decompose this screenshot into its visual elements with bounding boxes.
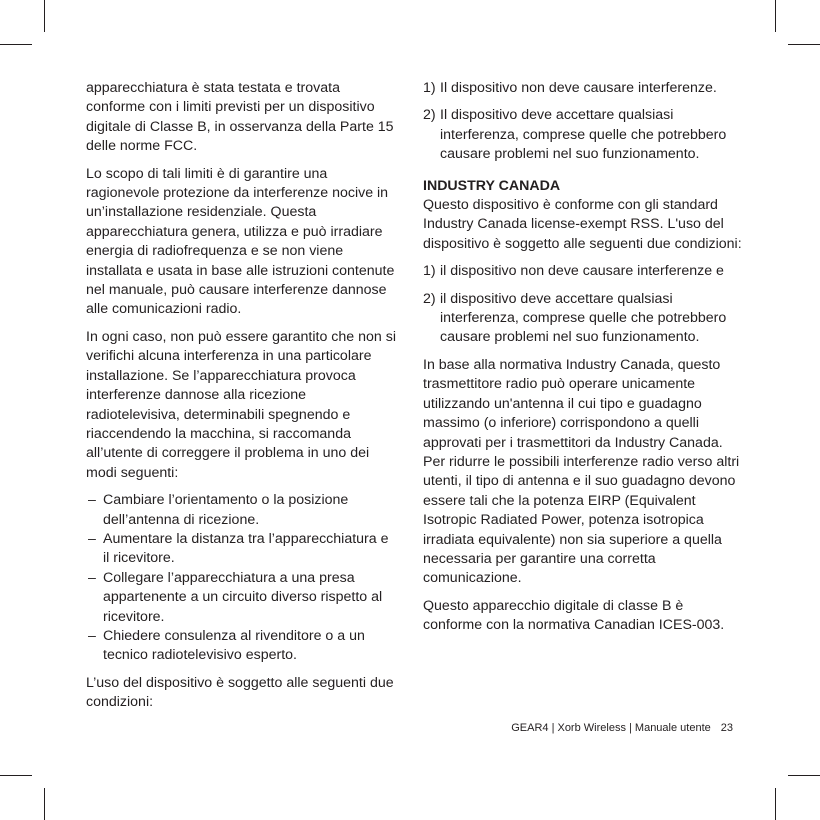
crop-mark [775, 0, 776, 32]
left-column [86, 79, 396, 713]
list-item-text: Il dispositivo non deve causare interferenze. [440, 80, 717, 96]
crop-mark [775, 788, 776, 820]
interference-guarantee-paragraph: In ogni caso, non può essere garantito che non si verifichi alcuna interferenza in una particolare installazione. Se l’apparecchiatura provoca interferenze dannose alla ricezione radiotelevisiva, determinabili spegnendo e riaccendendo la macchina, si raccomanda all’utente di correggere il problema in uno dei modi seguenti: [86, 328, 396, 481]
list-item-text: Il dispositivo deve accettare qualsiasi interferenza, comprese quelle che potrebbero causare problemi nel suo funzionamento. [440, 107, 727, 163]
list-number: 2) [423, 107, 436, 124]
list-item [86, 569, 396, 627]
crop-mark [44, 0, 45, 32]
crop-mark [0, 44, 32, 45]
page-number: 23 [720, 722, 733, 734]
crop-mark [0, 775, 32, 776]
list-item-text: il dispositivo deve accettare qualsiasi interferenza, comprese quelle che potrebbero causare problemi nel suo funzionamento. [440, 290, 727, 346]
list-item [86, 491, 396, 530]
footer-title: GEAR4 | Xorb Wireless | Manuale utente [511, 722, 711, 734]
right-column [423, 79, 743, 636]
page-footer [511, 721, 733, 735]
crop-mark [44, 788, 45, 820]
list-item-text: Aumentare la distanza tra l’apparecchiatura e il ricevitore. [103, 530, 389, 567]
antenna-requirements-paragraph: In base alla normativa Industry Canada, questo trasmettitore radio può operare unicamente utilizzando un'antenna il cui tipo e guadagno massimo (o inferiore) corrispondono a quelli approvati per i trasmettitori da Industry Canada. Per ridurre le possibili interferenze radio verso altri utenti, il tipo di antenna e il suo guadagno devono essere tali che la potenza EIRP (Equivalent Isotropic Radiated Power, potenza isotropica irradiata equivalente) non sia superiore a quella necessaria per garantire una corretta comunicazione. [423, 356, 740, 587]
limits-purpose-paragraph: Lo scopo di tali limiti è di garantire una ragionevole protezione da interferenze nocive in un’installazione residenziale. Questa apparecchiatura genera, utilizza e può irradiare energia di radiofrequenza e se non viene installata e usata in base alle istruzioni contenute nel manuale, può causare interferenze dannose alle comunicazioni radio. [86, 165, 395, 318]
section-heading: INDUSTRY CANADA [423, 177, 561, 194]
list-item [86, 627, 396, 666]
list-item-text: Cambiare l’orientamento o la posizione dell’antenna di ricezione. [103, 492, 349, 528]
dash-marker: – [88, 492, 96, 509]
list-item [423, 290, 743, 348]
crop-mark [788, 44, 820, 45]
list-item-text: il dispositivo non deve causare interferenze e [440, 263, 724, 280]
dash-marker: – [88, 530, 96, 547]
list-item [423, 106, 743, 164]
industry-canada-intro-paragraph: Questo dispositivo è conforme con gli standard Industry Canada license-exempt RSS. L'uso del dispositivo è soggetto alle seguenti due condizioni: [423, 197, 742, 252]
list-number: 1) [423, 80, 436, 96]
list-item-text: Collegare l’apparecchiatura a una presa appartenente a un circuito diverso rispetto al ricevitore. [103, 569, 383, 625]
list-item-text: Chiedere consulenza al rivenditore o a un tecnico radiotelevisivo esperto. [103, 627, 365, 664]
list-number: 1) [423, 263, 436, 280]
fcc-compliance-paragraph: apparecchiatura è stata testata e trovata conforme con i limiti previsti per un dispositivo digitale di Classe B, in osservanza della Parte 15 delle norme FCC. [86, 80, 394, 155]
dash-marker: – [88, 627, 96, 644]
list-item [423, 262, 743, 281]
list-number: 2) [423, 290, 436, 307]
ices-compliance-paragraph: Questo apparecchio digitale di classe B è conforme con la normativa Canadian ICES-003. [423, 597, 725, 634]
list-item [423, 79, 743, 98]
crop-mark [788, 775, 820, 776]
list-item [86, 530, 396, 569]
conditions-intro-paragraph: L’uso del dispositivo è soggetto alle seguenti due condizioni: [86, 674, 394, 711]
dash-marker: – [88, 569, 96, 586]
